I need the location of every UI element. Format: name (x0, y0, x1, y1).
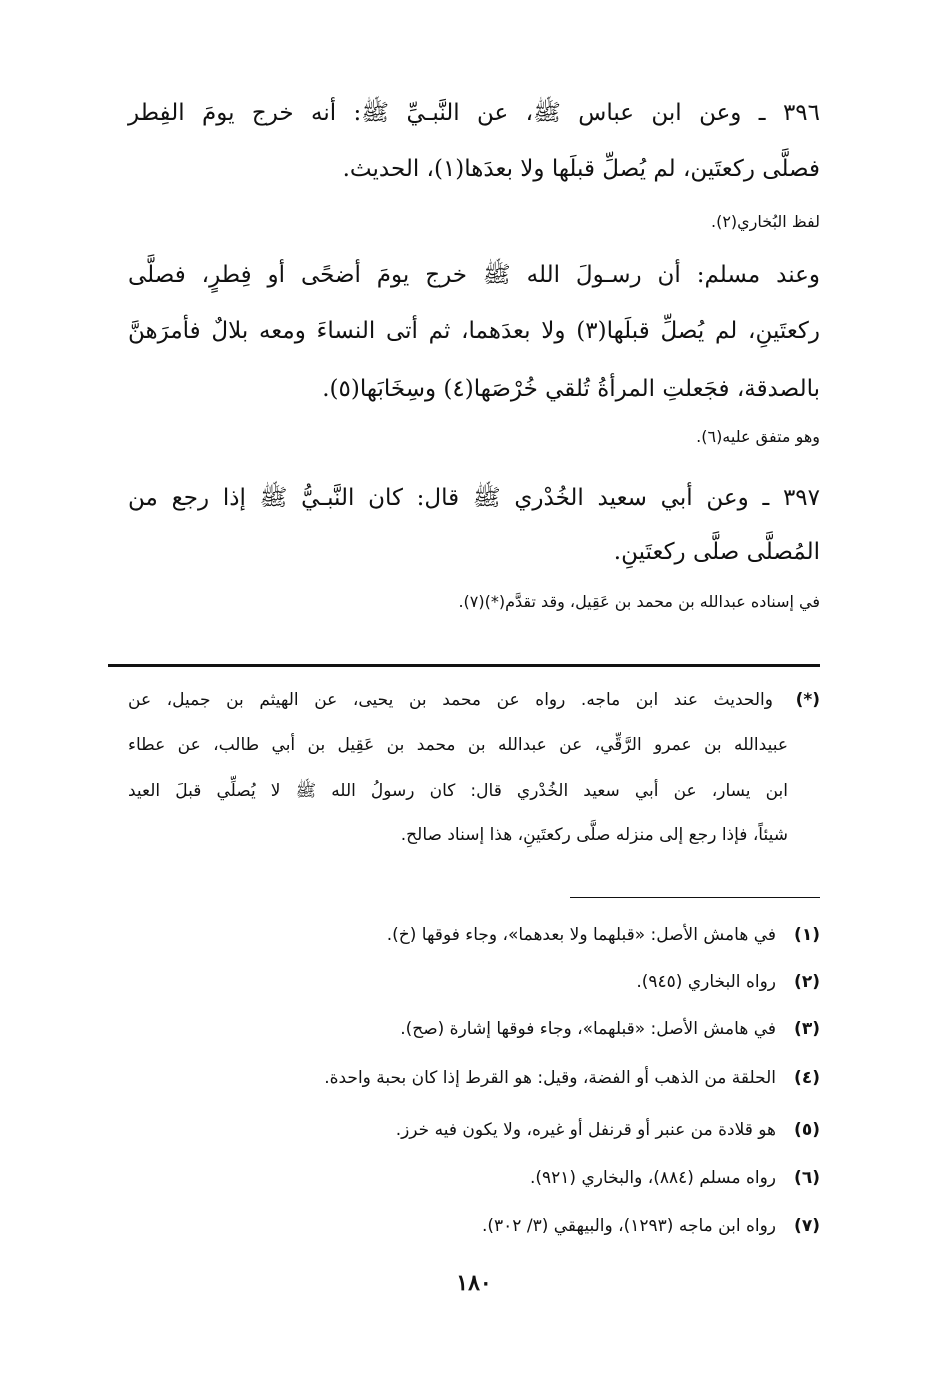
footnote-1 (130, 925, 820, 945)
hadith-397-note: في إسناده عبدالله بن محمد بن عَقِيل، وقد تقدَّم(*)(٧). (458, 592, 820, 611)
footnote-3 (130, 1019, 820, 1039)
footnote-text: هو قلادة من عنبر أو قرنفل أو غيره، ولا يكون فيه خرز. (395, 1120, 776, 1140)
star-note-line-2: عبيدالله بن عمرو الرَّقِّي، عن عبدالله بن محمد بن عَقِيل بن أبي طالب، عن عطاء (128, 735, 788, 755)
footnote-text: رواه مسلم (٨٨٤)، والبخاري (٩٢١). (529, 1168, 776, 1188)
footnote-text: الحلقة من الذهب أو الفضة، وقيل: هو القرط إذا كان بحبة واحدة. (324, 1068, 776, 1088)
hadith-397-line-2: المُصلَّى صلَّى ركعتَينِ. (613, 539, 820, 565)
footnote-number: (٦) (794, 1168, 820, 1188)
page-number: ١٨٠ (456, 1270, 492, 1296)
star-note-line-1: والحديث عند ابن ماجه. رواه عن محمد بن يحيى، عن الهيثم بن جميل، عن (128, 690, 773, 710)
footnote-text: في هامش الأصل: «قبلهما»، وجاء فوقها إشارة (صح). (400, 1019, 776, 1039)
star-note-line-3: ابن يسار، عن أبي سعيد الخُدْري قال: كان رسولُ الله ﷺ لا يُصلِّي قبلَ العيد (128, 781, 788, 801)
footnote-number: (٢) (794, 972, 820, 992)
hadith-397-line-1: ٣٩٧ ـ وعن أبي سعيد الخُدْري ﷺ قال: كان النَّبـيُّ ﷺ إذا رجع من (128, 485, 820, 511)
footnote-7 (130, 1216, 820, 1236)
footnote-6 (130, 1168, 820, 1188)
muslim-line-2: ركعتَينِ، لم يُصلِّ قبلَها(٣) ولا بعدَهما، ثم أتى النساءَ ومعه بلالٌ فأمرَهنَّ (128, 318, 820, 344)
section-divider (108, 664, 820, 667)
footnote-text: رواه البخاري (٩٤٥). (636, 972, 776, 992)
footnote-number: (١) (794, 925, 820, 945)
footnote-number: (٥) (794, 1120, 820, 1140)
footnote-5 (130, 1120, 820, 1140)
footnote-2 (130, 972, 820, 992)
hadith-396-note: لفظ البُخاري(٢). (710, 212, 820, 231)
muslim-line-1: وعند مسلم: أن رسـولَ الله ﷺ خرج يومَ أضحًى أو فِطرٍ، فصلَّى (128, 262, 820, 288)
footnote-divider (570, 897, 820, 898)
hadith-396-line-2: فصلَّى ركعتَين، لم يُصلِّ قبلَها ولا بعدَها(١)، الحديث. (342, 156, 820, 182)
muslim-line-3: بالصدقة، فجَعلتِ المرأةُ تُلقي خُرْصَها(٤) وسِخَابَها(٥). (322, 376, 820, 402)
star-note-marker: (*) (795, 690, 820, 710)
footnote-text: رواه ابن ماجه (١٢٩٣)، والبيهقي (٣/ ٣٠٢). (481, 1216, 776, 1236)
footnote-text: في هامش الأصل: «قبلهما ولا بعدهما»، وجاء فوقها (خ). (386, 925, 776, 945)
footnote-number: (٧) (794, 1216, 820, 1236)
muslim-note: وهو متفق عليه(٦). (696, 427, 820, 446)
footnote-number: (٣) (794, 1019, 820, 1039)
footnote-number: (٤) (794, 1068, 820, 1088)
footnote-4 (130, 1068, 820, 1088)
star-note-line-4: شيئاً، فإذا رجع إلى منزله صلَّى ركعتَينِ، هذا إسناد صالح. (400, 825, 788, 845)
hadith-396-line-1: ٣٩٦ ـ وعن ابن عباس ﷺ، عن النَّبـيِّ ﷺ: أنه خرج يومَ الفِطر (128, 100, 820, 126)
